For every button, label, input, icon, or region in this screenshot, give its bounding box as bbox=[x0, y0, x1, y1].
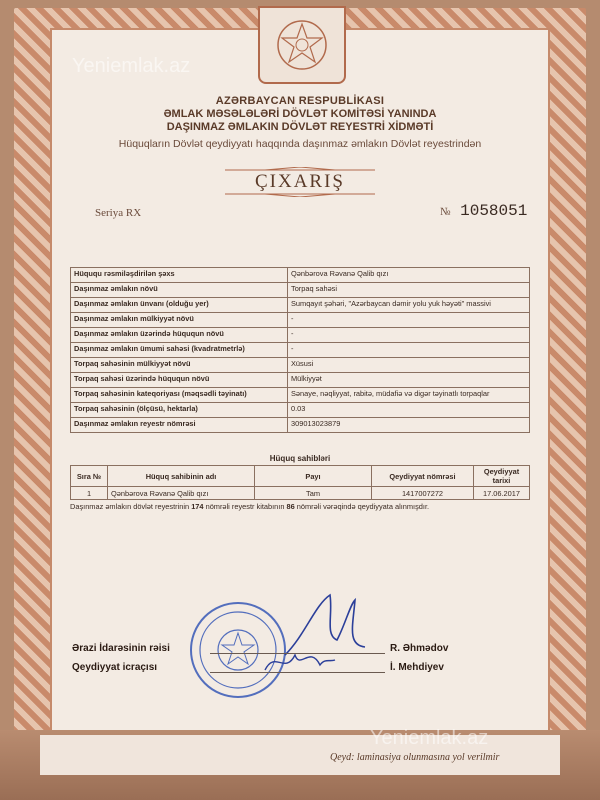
owner-name: Qənbərova Rəvanə Qalib qızı bbox=[108, 487, 255, 500]
info-label: Daşınmaz əmlakın ünvanı (olduğu yer) bbox=[71, 298, 288, 313]
owners-header-index: Sıra № bbox=[71, 466, 108, 487]
table-row bbox=[71, 328, 530, 343]
table-row bbox=[71, 298, 530, 313]
owners-header-date: Qeydiyyat tarixi bbox=[474, 466, 530, 487]
owners-header-name: Hüquq sahibinin adı bbox=[108, 466, 255, 487]
watermark-bottom: Yeniemlak.az bbox=[370, 727, 489, 749]
owners-header-share: Payı bbox=[255, 466, 372, 487]
owner-reg-date: 17.06.2017 bbox=[474, 487, 530, 500]
table-row bbox=[71, 418, 530, 433]
owners-header-reg-no: Qeydiyyat nömrəsi bbox=[372, 466, 474, 487]
state-emblem-icon bbox=[275, 18, 329, 72]
emblem bbox=[258, 6, 346, 84]
info-value: 0.03 bbox=[288, 403, 530, 418]
note-book-number: 174 bbox=[191, 502, 204, 511]
info-label: Daşınmaz əmlakın növü bbox=[71, 283, 288, 298]
table-row bbox=[71, 283, 530, 298]
property-info-table bbox=[70, 267, 530, 433]
info-label: Daşınmaz əmlakın üzərində hüququn növü bbox=[71, 328, 288, 343]
number-prefix: № bbox=[440, 206, 451, 218]
info-label: Torpaq sahəsi üzərində hüququn növü bbox=[71, 373, 288, 388]
info-value: Sənaye, nəqliyyat, rabitə, müdafiə və digər təyinatlı torpaqlar bbox=[288, 388, 530, 403]
info-value: - bbox=[288, 328, 530, 343]
info-label: Daşınmaz əmlakın reyestr nömrəsi bbox=[71, 418, 288, 433]
series-label: Seriya RX bbox=[95, 207, 142, 219]
number-value: 1058051 bbox=[460, 202, 528, 220]
signature-2-icon bbox=[260, 640, 340, 680]
info-value: Qənbərova Rəvanə Qalib qızı bbox=[288, 268, 530, 283]
title-band bbox=[225, 167, 375, 197]
info-label: Daşınmaz əmlakın ümumi sahəsi (kvadratmetrlə) bbox=[71, 343, 288, 358]
owners-title: Hüquq sahibləri bbox=[269, 454, 331, 463]
info-value: - bbox=[288, 343, 530, 358]
document-title: ÇIXARIŞ bbox=[254, 171, 345, 192]
table-row bbox=[71, 373, 530, 388]
footer-note: Qeyd: laminasiya olunmasına yol verilmir bbox=[330, 752, 500, 763]
info-value: Xüsusi bbox=[288, 358, 530, 373]
info-label: Daşınmaz əmlakın mülkiyyət növü bbox=[71, 313, 288, 328]
header-line-1: AZƏRBAYCAN RESPUBLİKASI bbox=[215, 95, 385, 107]
header-subtitle: Hüquqların Dövlət qeydiyyatı haqqında daşınmaz əmlakın Dövlət reyestrindən bbox=[118, 138, 482, 150]
owner-index: 1 bbox=[71, 487, 108, 500]
document-number bbox=[440, 202, 527, 220]
signer-2-role: Qeydiyyat icraçısı bbox=[72, 662, 158, 673]
table-row bbox=[71, 388, 530, 403]
signer-1-role: Ərazi İdarəsinin rəisi bbox=[72, 643, 170, 654]
note-page-number: 86 bbox=[286, 502, 295, 511]
owners-table bbox=[70, 465, 530, 500]
note-part-1: Daşınmaz əmlakın dövlət reyestrinin bbox=[70, 502, 192, 511]
info-value: - bbox=[288, 313, 530, 328]
header-line-3: DAŞINMAZ ƏMLAKIN DÖVLƏT REYESTRİ XİDMƏTİ bbox=[166, 121, 434, 133]
table-row bbox=[71, 268, 530, 283]
info-value: 309013023879 bbox=[288, 418, 530, 433]
info-label: Hüququ rəsmiləşdirilən şəxs bbox=[71, 268, 288, 283]
info-value: Sumqayıt şəhəri, "Azərbaycan dəmir yolu yuk həyəti" massivi bbox=[288, 298, 530, 313]
table-row bbox=[71, 403, 530, 418]
info-value: Torpaq sahəsi bbox=[288, 283, 530, 298]
info-value: Mülkiyyət bbox=[288, 373, 530, 388]
owner-share: Tam bbox=[255, 487, 372, 500]
note-part-3: nömrəli vərəqində qeydiyyata alınmışdır. bbox=[294, 502, 430, 511]
info-label: Torpaq sahəsinin mülkiyyət növü bbox=[71, 358, 288, 373]
signature-line-1 bbox=[210, 653, 385, 654]
owner-reg-no: 1417007272 bbox=[372, 487, 474, 500]
signature-line-2 bbox=[210, 672, 385, 673]
info-label: Torpaq sahəsinin kateqoriyası (məqsədli təyinatı) bbox=[71, 388, 288, 403]
note-part-2: nömrəli reyestr kitabının bbox=[203, 502, 287, 511]
signer-1-name: R. Əhmədov bbox=[390, 643, 449, 654]
signer-2-name: İ. Mehdiyev bbox=[390, 662, 444, 673]
table-row bbox=[71, 487, 530, 500]
table-row bbox=[71, 358, 530, 373]
table-row bbox=[71, 313, 530, 328]
watermark-top: Yeniemlak.az bbox=[72, 55, 191, 77]
table-row bbox=[71, 343, 530, 358]
registry-note bbox=[70, 502, 540, 511]
header-line-2: ƏMLAK MƏSƏLƏLƏRİ DÖVLƏT KOMİTƏSİ YANINDA bbox=[163, 108, 437, 120]
info-label: Torpaq sahəsinin (ölçüsü, hektarla) bbox=[71, 403, 288, 418]
